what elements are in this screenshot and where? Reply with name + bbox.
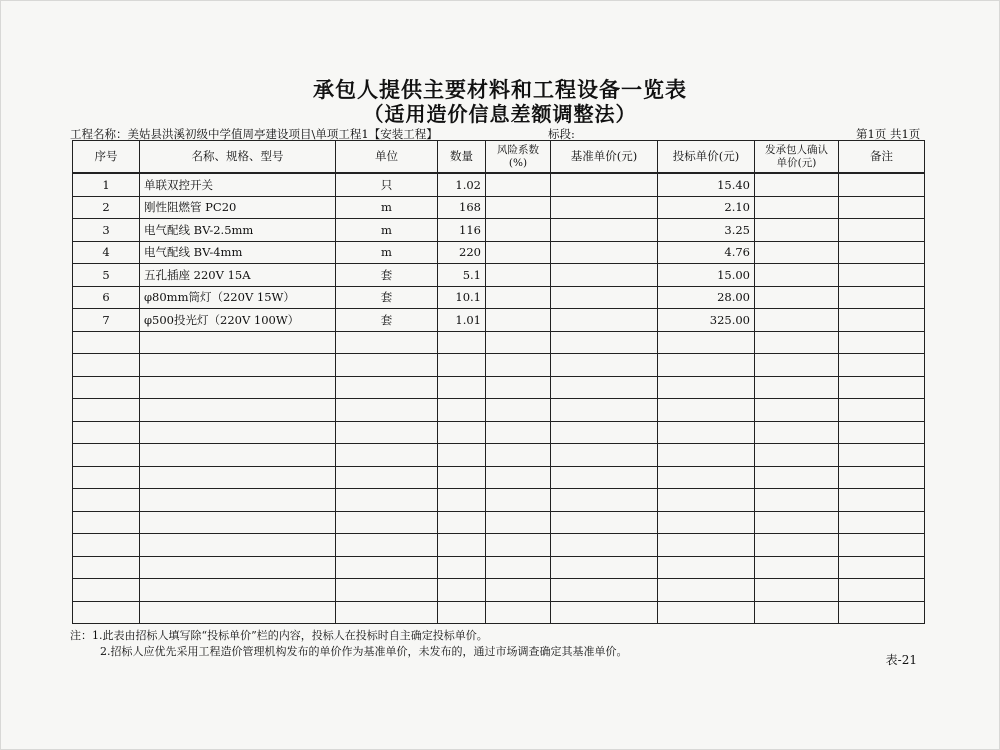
cell-base — [551, 219, 658, 242]
cell-note — [839, 196, 925, 219]
header-risk: 风险系数 (%) — [486, 141, 551, 174]
empty-cell — [658, 511, 755, 534]
empty-cell — [486, 376, 551, 399]
empty-cell — [551, 354, 658, 377]
cell-bid: 4.76 — [658, 241, 755, 264]
empty-table-row — [73, 466, 925, 489]
empty-table-row — [73, 444, 925, 467]
cell-unit: m — [336, 219, 438, 242]
empty-cell — [551, 421, 658, 444]
cell-name: 单联双控开关 — [140, 173, 336, 196]
empty-cell — [658, 444, 755, 467]
cell-qty: 1.01 — [438, 309, 486, 332]
empty-cell — [755, 444, 839, 467]
table-row — [73, 309, 925, 332]
cell-base — [551, 286, 658, 309]
page-number: 第1页 共1页 — [856, 127, 921, 141]
empty-cell — [438, 556, 486, 579]
empty-cell — [336, 534, 438, 557]
empty-table-row — [73, 354, 925, 377]
empty-cell — [140, 399, 336, 422]
empty-cell — [839, 489, 925, 512]
header-note: 备注 — [839, 141, 925, 174]
cell-name: 五孔插座 220V 15A — [140, 264, 336, 287]
footnotes — [70, 628, 628, 660]
empty-cell — [438, 489, 486, 512]
empty-cell — [486, 331, 551, 354]
empty-cell — [839, 354, 925, 377]
cell-no: 5 — [73, 264, 140, 287]
empty-cell — [551, 579, 658, 602]
empty-cell — [73, 489, 140, 512]
cell-bid: 3.25 — [658, 219, 755, 242]
empty-cell — [73, 534, 140, 557]
cell-confirm — [755, 196, 839, 219]
empty-cell — [438, 534, 486, 557]
footnote-1: 注：1.此表由招标人填写除“投标单价”栏的内容，投标人在投标时自主确定投标单价。 — [70, 629, 488, 642]
empty-cell — [658, 579, 755, 602]
cell-no: 1 — [73, 173, 140, 196]
empty-cell — [336, 466, 438, 489]
empty-cell — [336, 376, 438, 399]
cell-confirm — [755, 173, 839, 196]
empty-cell — [140, 331, 336, 354]
table-header-row — [73, 141, 925, 174]
header-unit: 单位 — [336, 141, 438, 174]
cell-qty: 168 — [438, 196, 486, 219]
empty-cell — [755, 601, 839, 624]
cell-name: 电气配线 BV-4mm — [140, 241, 336, 264]
empty-cell — [140, 511, 336, 534]
cell-confirm — [755, 219, 839, 242]
empty-cell — [755, 534, 839, 557]
empty-cell — [73, 466, 140, 489]
cell-confirm — [755, 286, 839, 309]
empty-cell — [551, 331, 658, 354]
cell-name: 刚性阻燃管 PC20 — [140, 196, 336, 219]
empty-cell — [755, 489, 839, 512]
empty-cell — [486, 466, 551, 489]
empty-cell — [73, 556, 140, 579]
cell-note — [839, 241, 925, 264]
empty-cell — [73, 354, 140, 377]
empty-cell — [658, 354, 755, 377]
cell-unit: m — [336, 241, 438, 264]
cell-no: 6 — [73, 286, 140, 309]
empty-cell — [486, 556, 551, 579]
cell-qty: 1.02 — [438, 173, 486, 196]
cell-risk — [486, 173, 551, 196]
empty-cell — [755, 511, 839, 534]
empty-cell — [140, 444, 336, 467]
empty-cell — [755, 579, 839, 602]
cell-base — [551, 264, 658, 287]
materials-table — [72, 140, 925, 624]
empty-cell — [658, 421, 755, 444]
cell-risk — [486, 264, 551, 287]
cell-bid: 325.00 — [658, 309, 755, 332]
footnote-2: 2.招标人应优先采用工程造价管理机构发布的单价作为基准单价，未发布的，通过市场调查确定其基准单价。 — [100, 645, 628, 658]
cell-unit: 套 — [336, 286, 438, 309]
empty-cell — [551, 489, 658, 512]
empty-cell — [486, 601, 551, 624]
empty-cell — [755, 421, 839, 444]
empty-cell — [551, 376, 658, 399]
header-confirm-price: 发承包人确认 单价(元) — [755, 141, 839, 174]
cell-unit: 套 — [336, 264, 438, 287]
empty-table-row — [73, 601, 925, 624]
cell-no: 2 — [73, 196, 140, 219]
cell-base — [551, 309, 658, 332]
cell-note — [839, 219, 925, 242]
empty-cell — [438, 466, 486, 489]
empty-cell — [438, 354, 486, 377]
table-row — [73, 196, 925, 219]
table-row — [73, 241, 925, 264]
empty-cell — [839, 399, 925, 422]
empty-cell — [438, 421, 486, 444]
project-name: 工程名称：美姑县洪溪初级中学值周亭建设项目\单项工程1【安装工程】 — [70, 127, 438, 141]
empty-cell — [755, 354, 839, 377]
empty-cell — [755, 466, 839, 489]
table-number: 表-21 — [885, 653, 917, 667]
empty-cell — [839, 421, 925, 444]
empty-cell — [755, 556, 839, 579]
empty-cell — [438, 444, 486, 467]
empty-cell — [486, 421, 551, 444]
empty-cell — [336, 511, 438, 534]
empty-cell — [551, 511, 658, 534]
empty-cell — [551, 601, 658, 624]
empty-cell — [839, 579, 925, 602]
empty-table-row — [73, 579, 925, 602]
empty-cell — [486, 444, 551, 467]
empty-cell — [336, 444, 438, 467]
cell-no: 4 — [73, 241, 140, 264]
empty-cell — [438, 601, 486, 624]
empty-cell — [839, 601, 925, 624]
empty-cell — [140, 354, 336, 377]
empty-cell — [658, 331, 755, 354]
empty-cell — [140, 601, 336, 624]
cell-base — [551, 173, 658, 196]
empty-cell — [336, 421, 438, 444]
empty-cell — [336, 579, 438, 602]
empty-cell — [658, 534, 755, 557]
empty-table-row — [73, 331, 925, 354]
cell-risk — [486, 196, 551, 219]
empty-cell — [658, 399, 755, 422]
cell-note — [839, 286, 925, 309]
cell-qty: 220 — [438, 241, 486, 264]
empty-cell — [839, 556, 925, 579]
empty-table-row — [73, 399, 925, 422]
table-row — [73, 173, 925, 196]
empty-cell — [73, 331, 140, 354]
page-subtitle: （适用造价信息差额调整法） — [363, 102, 637, 126]
empty-cell — [336, 399, 438, 422]
cell-qty: 10.1 — [438, 286, 486, 309]
empty-cell — [336, 331, 438, 354]
cell-confirm — [755, 309, 839, 332]
cell-base — [551, 241, 658, 264]
empty-cell — [839, 534, 925, 557]
cell-qty: 5.1 — [438, 264, 486, 287]
header-bid-price: 投标单价(元) — [658, 141, 755, 174]
cell-note — [839, 264, 925, 287]
empty-cell — [336, 489, 438, 512]
table-row — [73, 264, 925, 287]
empty-cell — [486, 354, 551, 377]
empty-cell — [658, 601, 755, 624]
cell-name: 电气配线 BV-2.5mm — [140, 219, 336, 242]
empty-cell — [551, 556, 658, 579]
empty-cell — [140, 489, 336, 512]
empty-cell — [551, 399, 658, 422]
empty-cell — [486, 579, 551, 602]
empty-table-row — [73, 511, 925, 534]
empty-cell — [73, 399, 140, 422]
empty-cell — [73, 601, 140, 624]
empty-cell — [755, 399, 839, 422]
empty-table-row — [73, 556, 925, 579]
cell-bid: 15.00 — [658, 264, 755, 287]
cell-name: φ500投光灯（220V 100W） — [140, 309, 336, 332]
empty-cell — [140, 556, 336, 579]
cell-no: 7 — [73, 309, 140, 332]
empty-cell — [73, 421, 140, 444]
cell-confirm — [755, 264, 839, 287]
cell-risk — [486, 309, 551, 332]
cell-base — [551, 196, 658, 219]
empty-cell — [839, 511, 925, 534]
empty-cell — [140, 534, 336, 557]
empty-cell — [486, 534, 551, 557]
cell-bid: 15.40 — [658, 173, 755, 196]
empty-cell — [551, 534, 658, 557]
empty-cell — [486, 511, 551, 534]
empty-cell — [551, 466, 658, 489]
header-no: 序号 — [73, 141, 140, 174]
empty-table-row — [73, 376, 925, 399]
empty-cell — [551, 444, 658, 467]
cell-risk — [486, 241, 551, 264]
empty-cell — [438, 331, 486, 354]
empty-cell — [658, 489, 755, 512]
header-name: 名称、规格、型号 — [140, 141, 336, 174]
empty-cell — [140, 579, 336, 602]
empty-cell — [658, 376, 755, 399]
cell-risk — [486, 286, 551, 309]
cell-bid: 28.00 — [658, 286, 755, 309]
page-title: 承包人提供主要材料和工程设备一览表 — [313, 77, 687, 102]
cell-bid: 2.10 — [658, 196, 755, 219]
empty-cell — [486, 399, 551, 422]
empty-cell — [336, 556, 438, 579]
cell-name: φ80mm筒灯（220V 15W） — [140, 286, 336, 309]
cell-risk — [486, 219, 551, 242]
empty-cell — [839, 466, 925, 489]
cell-unit: m — [336, 196, 438, 219]
empty-cell — [336, 354, 438, 377]
empty-cell — [73, 579, 140, 602]
empty-cell — [438, 579, 486, 602]
empty-cell — [73, 376, 140, 399]
empty-cell — [438, 376, 486, 399]
empty-cell — [438, 511, 486, 534]
empty-cell — [658, 556, 755, 579]
empty-cell — [755, 331, 839, 354]
empty-cell — [658, 466, 755, 489]
cell-unit: 只 — [336, 173, 438, 196]
header-qty: 数量 — [438, 141, 486, 174]
empty-cell — [839, 444, 925, 467]
empty-cell — [486, 489, 551, 512]
empty-cell — [73, 444, 140, 467]
cell-confirm — [755, 241, 839, 264]
empty-cell — [140, 376, 336, 399]
empty-table-row — [73, 534, 925, 557]
empty-cell — [140, 466, 336, 489]
empty-cell — [438, 399, 486, 422]
empty-cell — [839, 376, 925, 399]
cell-note — [839, 173, 925, 196]
empty-cell — [839, 331, 925, 354]
cell-qty: 116 — [438, 219, 486, 242]
empty-table-row — [73, 421, 925, 444]
table-row — [73, 286, 925, 309]
table-row — [73, 219, 925, 242]
empty-table-row — [73, 489, 925, 512]
header-base-price: 基准单价(元) — [551, 141, 658, 174]
cell-no: 3 — [73, 219, 140, 242]
section-label: 标段: — [548, 127, 575, 141]
cell-note — [839, 309, 925, 332]
empty-cell — [336, 601, 438, 624]
empty-cell — [755, 376, 839, 399]
empty-cell — [140, 421, 336, 444]
cell-unit: 套 — [336, 309, 438, 332]
empty-cell — [73, 511, 140, 534]
